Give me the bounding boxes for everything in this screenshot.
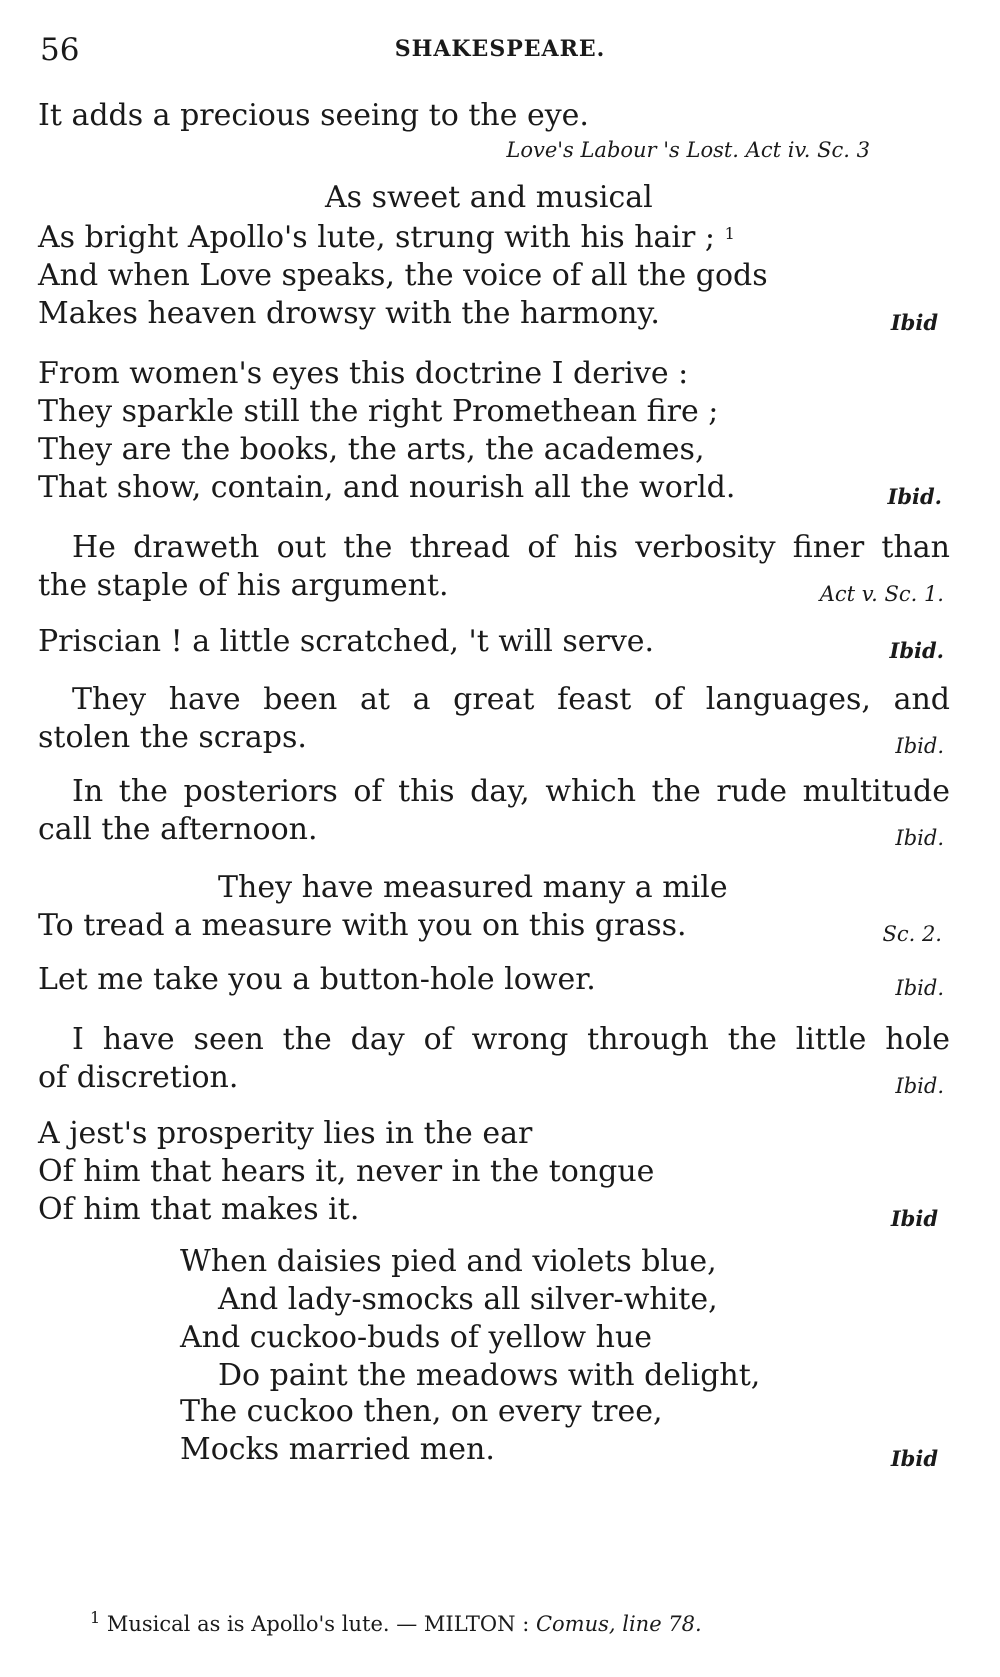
quote-line: Makes heaven drowsy with the harmony. [38, 296, 660, 331]
prose-line: They have been at a great feast of languages, and [72, 682, 950, 717]
citation: Ibid. [895, 734, 944, 758]
quote-line: Of him that hears it, never in the tongue [38, 1154, 655, 1189]
quote-line: Let me take you a button-hole lower. [38, 962, 596, 997]
quote-line: They have measured many a mile [218, 870, 728, 905]
prose-line: of discretion. [38, 1060, 239, 1095]
prose-line: the staple of his argument. [38, 568, 449, 603]
quote-line: From women's eyes this doctrine I derive : [38, 356, 689, 391]
quote-line: And when Love speaks, the voice of all the gods [38, 258, 768, 293]
citation: Sc. 2. [882, 922, 942, 946]
footnote [90, 1608, 702, 1636]
quote-line: They sparkle still the right Promethean fire ; [38, 394, 719, 429]
quote-line: That show, contain, and nourish all the world. [38, 470, 736, 505]
verse-line: And cuckoo-buds of yellow hue [180, 1320, 653, 1355]
page-number: 56 [40, 32, 80, 68]
citation: Ibid. [895, 1074, 944, 1098]
footnote-source: Comus, line 78. [535, 1612, 702, 1636]
citation: Ibid. [889, 638, 944, 663]
verse-line: The cuckoo then, on every tree, [180, 1394, 663, 1429]
quote-line-text: As bright Apollo's lute, strung with his hair ; [38, 220, 716, 255]
citation: Ibid [890, 1446, 938, 1471]
footnote-mark: 1 [90, 1608, 101, 1627]
citation: Love's Labour 's Lost. Act iv. Sc. 3 [506, 138, 870, 162]
prose-line: stolen the scraps. [38, 720, 307, 755]
quote-line [38, 220, 735, 256]
quote-line: Of him that makes it. [38, 1192, 360, 1227]
citation: Act v. Sc. 1. [819, 582, 944, 606]
citation: Ibid. [887, 484, 942, 509]
quote-line: Priscian ! a little scratched, 't will serve. [38, 624, 655, 659]
citation: Ibid [890, 1206, 938, 1231]
prose-line: I have seen the day of wrong through the little hole [72, 1022, 950, 1057]
quote-line: It adds a precious seeing to the eye. [38, 98, 589, 133]
verse-line: And lady-smocks all silver-white, [218, 1282, 718, 1317]
running-title: SHAKESPEARE. [394, 36, 606, 62]
prose-line: In the posteriors of this day, which the rude multitude [72, 774, 950, 809]
verse-line: When daisies pied and violets blue, [180, 1244, 717, 1279]
prose-line: call the afternoon. [38, 812, 318, 847]
verse-line: Mocks married men. [180, 1432, 495, 1467]
quote-line: They are the books, the arts, the academes, [38, 432, 705, 467]
quote-line: A jest's prosperity lies in the ear [38, 1116, 533, 1151]
verse-line: Do paint the meadows with delight, [218, 1358, 761, 1393]
citation: Ibid. [895, 976, 944, 1000]
citation: Ibid [890, 310, 938, 335]
prose-line: He draweth out the thread of his verbosity finer than [72, 530, 950, 565]
footnote-text: Musical as is Apollo's lute. — MILTON : [106, 1612, 530, 1636]
quote-line: As sweet and musical [325, 180, 653, 215]
footnote-marker: 1 [724, 224, 735, 243]
quote-line: To tread a measure with you on this grass. [38, 908, 687, 943]
citation: Ibid. [895, 826, 944, 850]
